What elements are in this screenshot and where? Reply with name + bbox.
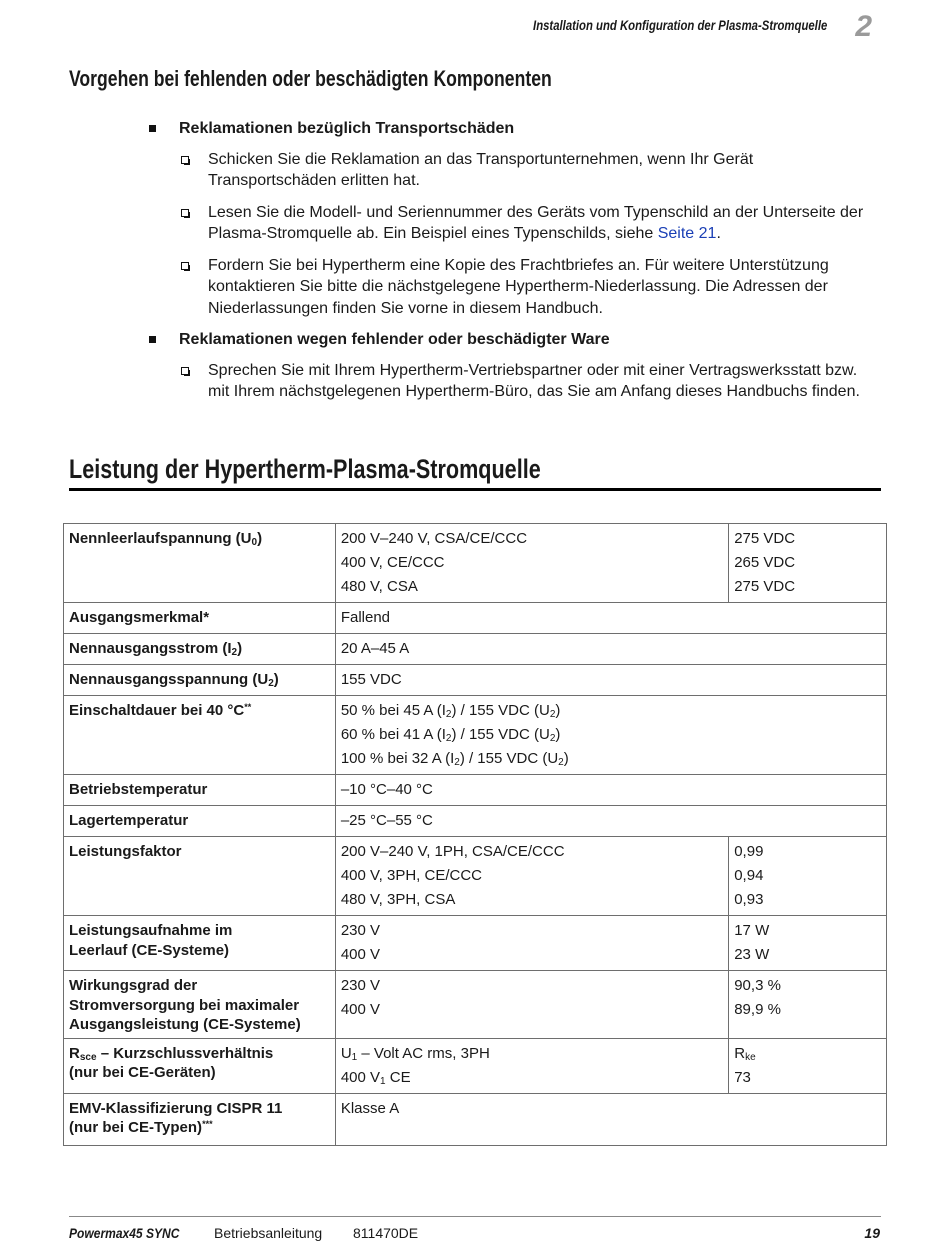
footer-model: Powermax45 SYNC — [69, 1225, 180, 1241]
list-item — [149, 255, 878, 320]
list-item-text: Sprechen Sie mit Ihrem Hypertherm-Vertriebspartner oder mit einer Vertragswerksstatt bzw. mit Ihrem nächstgelegenen Hypertherm-Büro, das Sie am Anfang dieses Handbuchs finden. — [208, 361, 860, 400]
table-row — [64, 603, 887, 634]
bullet-group-title — [149, 329, 889, 351]
footer-part-number: 811470DE — [353, 1225, 419, 1241]
footer-page-number: 19 — [864, 1225, 880, 1241]
table-row — [64, 634, 887, 665]
row-values: 0,99 0,94 0,93 — [729, 837, 887, 916]
row-value: –10 °C–40 °C — [335, 775, 886, 806]
row-value: –25 °C–55 °C — [335, 806, 886, 837]
running-header-title: Installation und Konfiguration der Plasma-Stromquelle — [532, 18, 827, 33]
row-value: Klasse A — [335, 1093, 886, 1145]
row-label: $R_{sce}$ – Kurzschlussverhältnis (nur bei CE-Geräten) — [64, 1038, 336, 1093]
checkbox-bullet-icon — [181, 156, 189, 164]
page-reference-link[interactable]: Seite 21 — [657, 225, 717, 242]
table-row — [64, 775, 887, 806]
row-label: Leistungsfaktor — [64, 837, 336, 916]
list-item — [149, 149, 878, 192]
bullet-group-label: Reklamationen bezüglich Transportschäden — [179, 120, 515, 137]
checkbox-bullet-icon — [181, 367, 189, 375]
row-values: 90,3 % 89,9 % — [729, 971, 887, 1039]
table-row — [64, 916, 887, 971]
heading-rule — [69, 488, 881, 491]
list-item-text-end: . — [716, 225, 721, 242]
list-item-text: Lesen Sie die Modell- und Seriennummer des Geräts vom Typenschild an der Unterseite der Plasma-Stromquelle ab. Ein Beispiel eines Typenschilds, siehe — [208, 203, 864, 242]
bullet-group-title — [149, 118, 889, 140]
table-row — [64, 971, 887, 1039]
section-heading-missing-components: Vorgehen bei fehlenden oder beschädigten Komponenten — [69, 66, 552, 91]
row-values: $R_{ke}$ 73 — [729, 1038, 887, 1093]
row-values: 275 VDC 265 VDC 275 VDC — [729, 524, 887, 603]
row-value: 155 VDC — [335, 665, 886, 696]
square-bullet-icon — [149, 125, 156, 132]
row-conditions: 200 V–240 V, 1PH, CSA/CE/CCC 400 V, 3PH, CE/CCC 480 V, 3PH, CSA — [335, 837, 728, 916]
row-label: Betriebstemperatur — [64, 775, 336, 806]
table-row — [64, 665, 887, 696]
row-value: 50 % bei 45 A $(I_2) / 155$ VDC $(U_2)$ 60 % bei 41 A $(I_2) / 155$ VDC $(U_2)$ 100 % bei 32 A $(I_2) / 155$ VDC $(U_2)$ — [335, 696, 886, 775]
row-label: Nennausgangsspannung $(U_2)$ — [64, 665, 336, 696]
section-heading-performance: Leistung der Hypertherm-Plasma-Stromquelle — [69, 454, 541, 484]
row-label: Nennleerlaufspannung $(U_0)$ — [64, 524, 336, 603]
table-row — [64, 837, 887, 916]
row-label: Lagertemperatur — [64, 806, 336, 837]
row-values: 17 W 23 W — [729, 916, 887, 971]
square-bullet-icon — [149, 336, 156, 343]
table-row — [64, 1038, 887, 1093]
bullet-group-label: Reklamationen wegen fehlender oder beschädigter Ware — [179, 331, 610, 348]
chapter-number: 2 — [855, 10, 872, 43]
table-row — [64, 696, 887, 775]
row-label: Leistungsaufnahme im Leerlauf (CE-Systeme) — [64, 916, 336, 971]
row-conditions: $U_1$ – Volt AC rms, 3PH 400 $V_1$ CE — [335, 1038, 728, 1093]
list-item — [149, 202, 878, 245]
checkbox-bullet-icon — [181, 262, 189, 270]
row-label: Einschaltdauer bei 40 °C** — [64, 696, 336, 775]
row-conditions: 230 V 400 V — [335, 971, 728, 1039]
row-value: Fallend — [335, 603, 886, 634]
list-item-text: Fordern Sie bei Hypertherm eine Kopie des Frachtbriefes an. Für weitere Unterstützung kontaktieren Sie bitte die nächstgelegene Hypertherm-Niederlassung. Die Adressen der Niederlassungen finden Sie vorne in diesem Handbuch. — [208, 256, 829, 317]
table-row — [64, 524, 887, 603]
footer-rule — [69, 1216, 881, 1217]
footer-document-type: Betriebsanleitung — [214, 1225, 323, 1241]
bullet-list — [149, 118, 889, 413]
row-label: EMV-Klassifizierung CISPR 11 (nur bei CE-Typen)*** — [64, 1093, 336, 1145]
row-conditions: 230 V 400 V — [335, 916, 728, 971]
row-label: Wirkungsgrad der Stromversorgung bei maximaler Ausgangsleistung (CE-Systeme) — [64, 971, 336, 1039]
table-row — [64, 806, 887, 837]
list-item — [149, 360, 878, 403]
row-label: Nennausgangsstrom $(I_2)$ — [64, 634, 336, 665]
row-label: Ausgangsmerkmal* — [64, 603, 336, 634]
checkbox-bullet-icon — [181, 209, 189, 217]
table-row — [64, 1093, 887, 1145]
spec-table — [63, 523, 887, 1146]
row-conditions: 200 V–240 V, CSA/CE/CCC 400 V, CE/CCC 480 V, CSA — [335, 524, 728, 603]
row-value: 20 A–45 A — [335, 634, 886, 665]
list-item-text: Schicken Sie die Reklamation an das Transportunternehmen, wenn Ihr Gerät Transportschäden erlitten hat. — [208, 150, 754, 189]
